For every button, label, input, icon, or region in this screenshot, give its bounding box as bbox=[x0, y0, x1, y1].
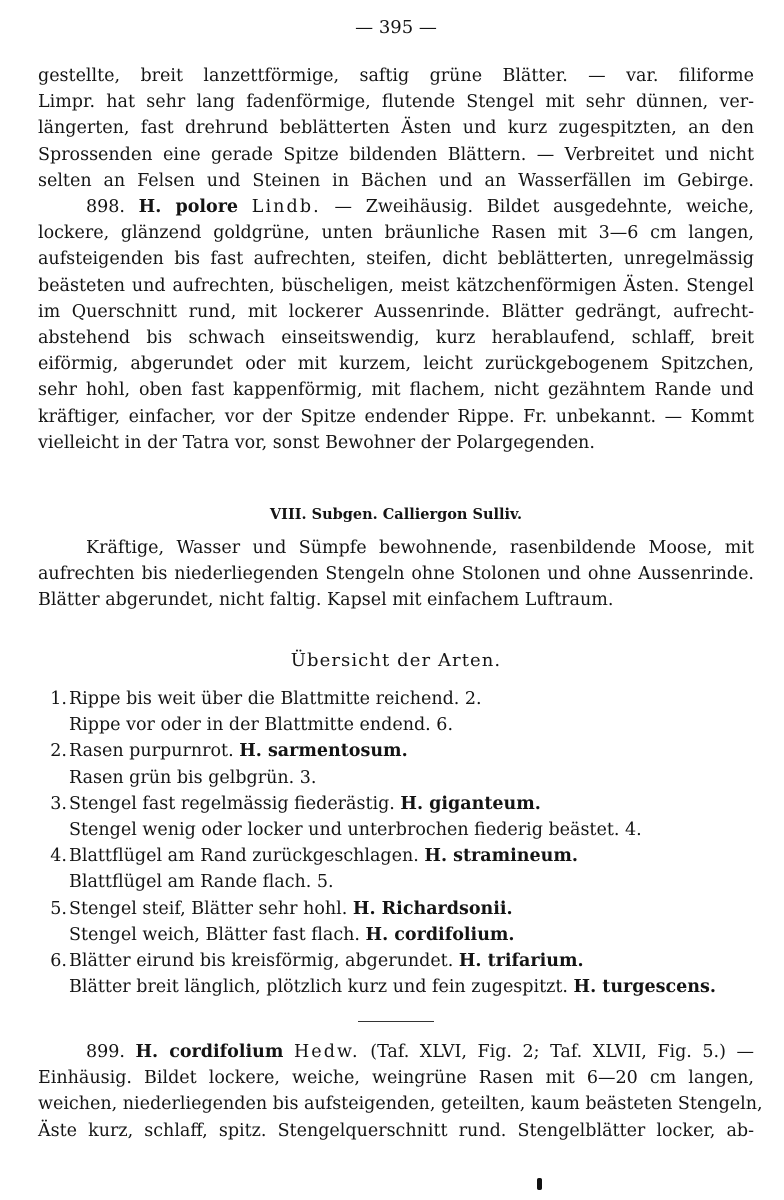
key-text bbox=[38, 817, 642, 843]
key-description: Blattflügel am Rand zurückgeschlagen. bbox=[69, 846, 419, 867]
key-row bbox=[38, 869, 754, 895]
text-line: im Querschnitt rund, mit lockerer Aussenrinde. Blätter gedrängt, aufrecht- bbox=[38, 301, 754, 322]
key-description: Rasen purpurnrot. bbox=[69, 741, 234, 762]
text-line: abstehend bis schwach einseitswendig, kurz herablaufend, schlaff, breit bbox=[38, 328, 754, 349]
text-line: weichen, niederliegenden bis aufsteigenden, geteilten, kaum beästeten Stengeln, bbox=[38, 1094, 763, 1115]
book-page bbox=[38, 0, 763, 1200]
entry-number: 899. bbox=[86, 1042, 125, 1062]
text-line: Sprossenden eine gerade Spitze bildenden Blättern. — Verbreitet und nicht bbox=[38, 144, 754, 165]
key-text bbox=[38, 869, 334, 895]
print-speck bbox=[537, 1178, 542, 1190]
text-line: Limpr. hat sehr lang fadenförmige, flutende Stengel mit sehr dünnen, ver- bbox=[38, 92, 754, 113]
key-number: 2. bbox=[50, 741, 67, 762]
text-line: Äste kurz, schlaff, spitz. Stengelquerschnitt rund. Stengelblätter locker, ab- bbox=[38, 1120, 754, 1141]
text-line: Einhäusig. Bildet lockere, weiche, weingrüne Rasen mit 6—20 cm langen, bbox=[38, 1068, 754, 1089]
key-text bbox=[38, 765, 317, 791]
key-description: Blätter breit länglich, plötzlich kurz und fein zugespitzt. bbox=[69, 977, 568, 998]
key-description: Blätter eirund bis kreisförmig, abgerundet. bbox=[69, 951, 454, 972]
subgenus-heading: VIII. Subgen. Calliergon Sulliv. bbox=[269, 506, 523, 523]
text-line: vielleicht in der Tatra vor, sonst Bewohner der Polargegenden. bbox=[38, 432, 595, 453]
key-row bbox=[38, 843, 754, 869]
key-species-name: H. sarmentosum. bbox=[239, 741, 408, 762]
key-number: 3. bbox=[50, 793, 67, 814]
key-text bbox=[67, 948, 584, 974]
key-description: Stengel weich, Blätter fast flach. bbox=[69, 924, 360, 945]
text-line: lockere, glänzend goldgrüne, unten bräunliche Rasen mit 3—6 cm langen, bbox=[38, 223, 754, 244]
page-number: — 395 — bbox=[355, 17, 437, 38]
key-description: Blattflügel am Rande flach. 5. bbox=[69, 872, 334, 893]
key-description: Stengel steif, Blätter sehr hohl. bbox=[69, 898, 348, 919]
identification-key bbox=[38, 686, 754, 1000]
entry-text: (Taf. XLVI, Fig. 2; Taf. XLVII, Fig. 5.) — bbox=[370, 1042, 754, 1062]
section-divider bbox=[358, 1021, 434, 1022]
text-line: aufrechten bis niederliegenden Stengeln ohne Stolonen und ohne Aussenrinde. bbox=[38, 564, 754, 585]
entry-number: 898. bbox=[86, 197, 125, 217]
species-entry-898 bbox=[38, 194, 754, 456]
text-line: beästeten und aufrechten, büscheligen, meist kätzchenförmigen Ästen. Stengel bbox=[38, 275, 754, 296]
key-number: 5. bbox=[50, 898, 67, 919]
key-text bbox=[67, 791, 541, 817]
key-species-name: H. stramineum. bbox=[424, 846, 578, 867]
key-text bbox=[67, 686, 482, 712]
key-heading: Übersicht der Arten. bbox=[290, 650, 502, 671]
text-line: eiförmig, abgerundet oder mit kurzem, leicht zurückgebogenem Spitzchen, bbox=[38, 354, 754, 375]
entry-first-line bbox=[38, 1039, 754, 1065]
key-species-name: H. giganteum. bbox=[400, 793, 541, 814]
key-text bbox=[67, 896, 513, 922]
species-author: Lindb. bbox=[251, 197, 321, 217]
key-number: 4. bbox=[50, 846, 67, 867]
key-text bbox=[67, 738, 408, 764]
key-row bbox=[38, 712, 754, 738]
text-line: Blätter abgerundet, nicht faltig. Kapsel mit einfachem Luftraum. bbox=[38, 590, 614, 611]
key-row bbox=[38, 974, 754, 1000]
key-text bbox=[38, 974, 716, 1000]
key-description: Stengel fast regelmässig fiederästig. bbox=[69, 793, 395, 814]
paragraph-continuation bbox=[38, 63, 754, 194]
species-entry-899 bbox=[38, 1039, 763, 1144]
text-line: längerten, fast drehrund beblätterten Ästen und kurz zugespitzten, an den bbox=[38, 118, 754, 139]
key-description: Stengel wenig oder locker und unterbrochen fiederig beästet. 4. bbox=[69, 820, 642, 841]
text-line: selten an Felsen und Steinen in Bächen und an Wasserfällen im Gebirge. bbox=[38, 170, 754, 191]
key-number: 6. bbox=[50, 951, 67, 972]
subgenus-description bbox=[38, 535, 754, 614]
key-species-name: H. turgescens. bbox=[573, 977, 716, 998]
species-name: H. polore bbox=[138, 197, 239, 217]
entry-first-line bbox=[38, 194, 754, 220]
key-row bbox=[38, 791, 754, 817]
key-species-name: H. trifarium. bbox=[458, 951, 584, 972]
text-line: aufsteigenden bis fast aufrechten, steifen, dicht beblätterten, unregelmässig bbox=[38, 249, 754, 270]
text-line: gestellte, breit lanzettförmige, saftig grüne Blätter. — var. filiforme bbox=[38, 66, 754, 86]
key-species-name: H. Richardsonii. bbox=[352, 898, 513, 919]
key-text bbox=[38, 922, 515, 948]
key-row bbox=[38, 922, 754, 948]
entry-text: — Zweihäusig. Bildet ausgedehnte, weiche, bbox=[334, 197, 754, 217]
text-line: kräftiger, einfacher, vor der Spitze endender Rippe. Fr. unbekannt. — Kommt bbox=[38, 406, 754, 427]
key-row bbox=[38, 948, 754, 974]
key-row bbox=[38, 686, 754, 712]
key-row bbox=[38, 738, 754, 764]
key-number: 1. bbox=[50, 689, 67, 709]
key-text bbox=[67, 843, 578, 869]
key-row bbox=[38, 896, 754, 922]
key-row bbox=[38, 765, 754, 791]
species-name: H. cordifolium bbox=[135, 1042, 284, 1062]
key-species-name: H. cordifolium. bbox=[365, 924, 515, 945]
species-author: Hedw. bbox=[293, 1042, 360, 1062]
key-row bbox=[38, 817, 754, 843]
key-text bbox=[38, 712, 453, 738]
key-description: Rasen grün bis gelbgrün. 3. bbox=[69, 767, 317, 788]
key-description: Rippe vor oder in der Blattmitte endend. 6. bbox=[69, 715, 454, 736]
key-description: Rippe bis weit über die Blattmitte reichend. 2. bbox=[69, 689, 482, 709]
text-line: Kräftige, Wasser und Sümpfe bewohnende, rasenbildende Moose, mit bbox=[86, 538, 754, 558]
text-line: sehr hohl, oben fast kappenförmig, mit flachem, nicht gezähntem Rande und bbox=[38, 380, 754, 401]
